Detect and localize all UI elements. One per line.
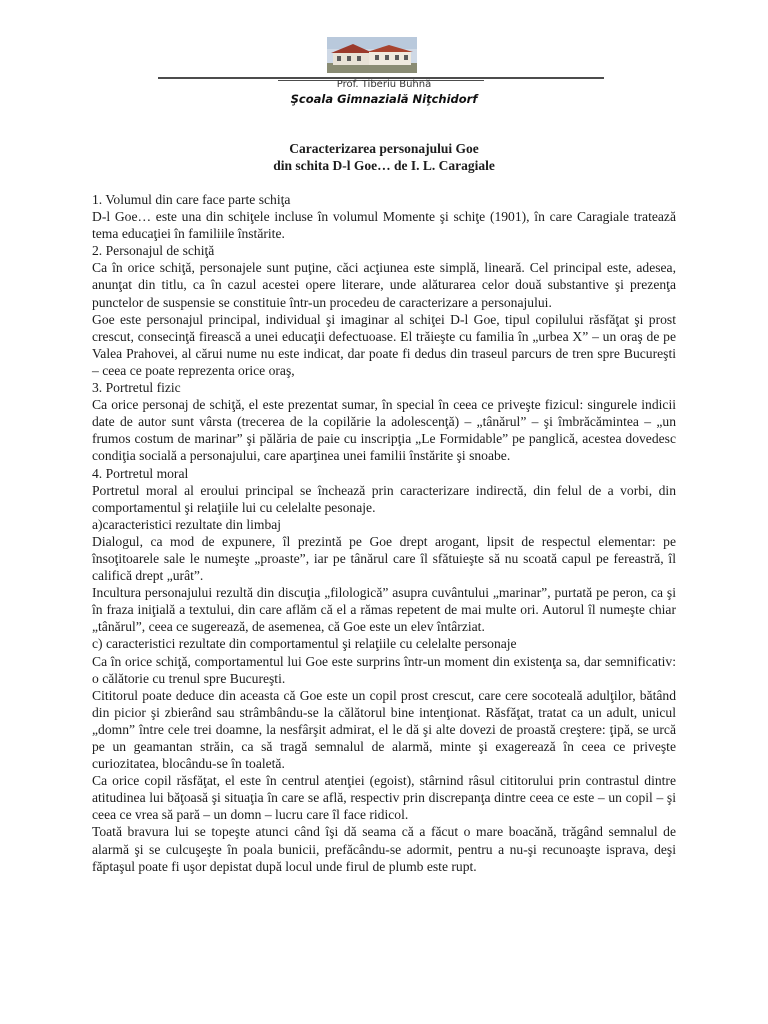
title-line-2: din schita D-l Goe… de I. L. Caragiale xyxy=(273,158,495,173)
title-line-1: Caracterizarea personajului Goe xyxy=(289,141,479,156)
body-paragraph: Cititorul poate deduce din aceasta că Goe este un copil prost crescut, care cere socoteală adulţilor, bătând din picior şi zbierând sau strâmbându-se la călătorul bine intenţionat. Răsfăţat, tratat ca un adult, unicul „domn” între cele trei doamne, la nesfârşit admirat, el le dă şi alte dovezi de proastă creştere: ţipă, se urcă pe un geamantan străin, ca să tragă semnalul de alarmă, minte şi exagerează în ceea ce priveşte curiozitatea, blocându-se în toaletă. xyxy=(92,687,676,772)
section-heading: 3. Portretul fizic xyxy=(92,380,181,396)
body-paragraph: Portretul moral al eroului principal se închează prin caracterizare indirectă, din felul de a vorbi, din comportamentul şi relaţiile lui cu celelalte pesonaje. xyxy=(92,482,676,515)
body-paragraph: Ca orice personaj de schiţă, el este prezentat sumar, în special în ceea ce priveşte fizicul: singurele indicii date de autor sunt vârsta (trecerea de la copilărie la adolescenţă) – „tânărul” – şi îmbrăcămintea – „un frumos costum de marinar” şi pălăria de paie cu inscripţia „Le Formidable” pe panglică, acestea dovedesc condiţia socială a personajului, care aparţinea unei familii înstărite şi snoabe. xyxy=(92,397,676,464)
school-building-logo xyxy=(327,37,417,73)
school-name: Şcoala Gimnazială Niţchidorf xyxy=(290,92,478,106)
teacher-name: Prof. Tiberiu Buhnă xyxy=(336,79,432,90)
section-heading: 2. Personajul de schiţă xyxy=(92,243,215,259)
body-paragraph: Ca în orice schiţă, personajele sunt puţine, căci acţiunea este simplă, lineară. Cel principal este, adesea, anunţat din titlu, ca în cazul acestei opere literare, unde alăturarea celor două substantive şi prezenţa punctelor de suspensie se constituie într-un procedeu de caracterizare a personajului. xyxy=(92,260,676,310)
page-header xyxy=(0,0,768,115)
section-heading: 4. Portretul moral xyxy=(92,465,189,481)
subsection-heading: a)caracteristici rezultate din limbaj xyxy=(92,516,282,532)
body-paragraph: D-l Goe… este una din schiţele incluse în volumul Momente şi schiţe (1901), în care Caragiale tratează tema educaţiei în familiile înstărite. xyxy=(92,209,676,242)
body-paragraph: Ca în orice schiţă, comportamentul lui Goe este surprins într-un moment din existenţa sa, dar semnificativ: o călătorie cu trenul spre Bucureşti. xyxy=(92,653,676,686)
body-paragraph: Toată bravura lui se topeşte atunci când îşi dă seama că a făcut o mare boacănă, trăgând semnalul de alarmă şi se culcuşeşte în poala bunicii, prefăcându-se adormit, pentru a nu-şi recunoaşte isprava, deşi făptaşul poate fi uşor depistat după locul unde firul de plumb este rupt. xyxy=(92,824,676,874)
body-paragraph: Incultura personajului rezultă din discuţia „filologică” asupra cuvântului „marinar”, purtată pe peron, ca şi în fraza iniţială a textului, din care aflăm că el a rămas repetent de mai multe ori. Autorul îl numeşte chiar „tânărul”, ceea ce sugerează, de asemenea, că Goe este un elev întârziat. xyxy=(92,585,676,635)
body-paragraph: Dialogul, ca mod de expunere, îl prezintă pe Goe drept arogant, lipsit de respectul elementar: pe însoţitoarele sale le numeşte „proaste”, iar pe tânărul care îl sfătuieşte să nu scoată capul pe fereastră, îl califică drept „urât”. xyxy=(92,533,676,584)
body-paragraph: Goe este personajul principal, individual şi imaginar al schiţei D-l Goe, tipul copilului răsfăţat şi prost crescut, consecinţă firească a unei educaţii defectuoase. El trăieşte cu familia în „urbea X” – un oraş de pe Valea Prahovei, al cărui nume nu este indicat, dar poate fi dedus din traseul parcurs de tren spre Bucureşti – ceea ce poate reprezenta orice oraş, xyxy=(92,311,676,378)
document-body xyxy=(92,191,676,875)
body-paragraph: Ca orice copil răsfăţat, el este în centrul atenţiei (egoist), stârnind râsul cititorului prin contrastul dintre atitudinea lui băţoasă şi situaţia în care se află, respectiv prin discrepanţa dintre ceea ce este – un copil – şi ceea ce vrea să pară – un domn – lucru care îl face ridicol. xyxy=(92,773,676,823)
subsection-heading: c) caracteristici rezultate din comportamentul şi relaţiile cu celelalte personaje xyxy=(92,636,517,652)
document-title xyxy=(0,140,768,174)
section-heading: 1. Volumul din care face parte schiţa xyxy=(92,192,291,207)
